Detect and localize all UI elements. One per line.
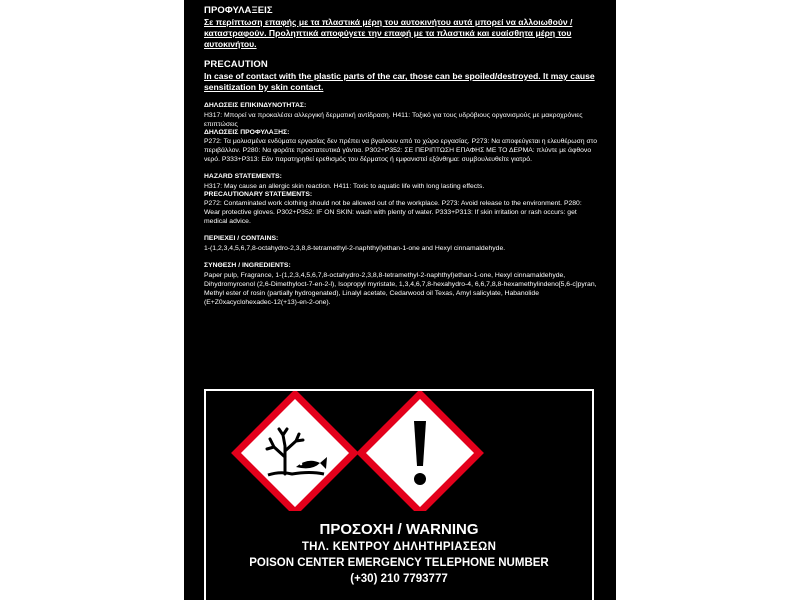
emergency-phone-number: (+30) 210 7793777 [350,573,448,585]
greek-precaution-title: ΠΡΟΦΥΛΑΞΕΙΣ [204,5,273,16]
contains-title: ΠΕΡΙΕΧΕΙ / CONTAINS: [204,235,279,243]
ingredients-title: ΣΥΝΘΕΣΗ / INGREDIENTS: [204,261,291,269]
label-text-block [204,5,599,307]
environment-hazard-icon [236,394,354,511]
hazard-pictograms [230,391,570,511]
exclamation-hazard-icon [361,394,479,511]
english-precautionary-text: P272: Contaminated work clothing should not be allowed out of the workplace. P273: Avoid release to the environment. P280: Wear protective gloves. P302+P352: IF ON SKIN: wash with plenty of water. P333+P313: If skin irritation or rash occurs: get medical advice. [204,200,582,226]
warning-heading: ΠΡΟΣΟΧΗ / WARNING [319,521,479,538]
english-hazard-title: HAZARD STATEMENTS: [204,173,282,181]
english-precautionary-title: PRECAUTIONARY STATEMENTS: [204,190,313,198]
poison-center-english: POISON CENTER EMERGENCY TELEPHONE NUMBER [249,557,549,569]
greek-precautionary-text: P272: Τα μολυσμένα ενδύματα εργασίας δεν πρέπει να βγαίνουν από το χώρο εργασίας. P273: Να αποφεύγεται η ελευθέρωση στο περιβάλλον. P280: Να φοράτε προστατευτικά γάντια. P302+P352: ΣΕ ΠΕΡΙΠΤΩΣΗ ΕΠΑΦΗΣ ΜΕ ΤΟ ΔΕΡΜΑ: πλύντε με άφθονο νερό. P333+P313: Εάν παρατηρηθεί ερεθισμός του δέρματος ή εμφανιστεί εξάνθημα: συμβουλευθείτε γιατρό. [204,138,598,164]
ingredients-text: Paper pulp, Fragrance, 1-(1,2,3,4,5,6,7,8-octahydro-2,3,8,8-tetramethyl-2-naphthyl)ethan-1-one, Hexyl cinnamaldehyde, Dihydromyrcenol (2,6-Dimethyloct-7-en-2-l), Isopropyl myristate, 1,3,4,6,7,8-hexahydro-4, 6,6,7,8,8-hexamethylindeno[5,6-c]pyran, Methyl ester of rosin (partially hydrogenated), Linalyl acetate, Cedarwood oil Texas, Amyl salicylate, Habanolide (E+Z0xacyclohexadec-12(+13)-en-2-one). [204,271,597,306]
warning-box [204,389,594,600]
greek-hazard-title: ΔΗΛΩΣΕΙΣ ΕΠΙΚΙΝΔΥΝΟΤΗΤΑΣ: [204,102,307,109]
greek-precaution-text: Σε περίπτωση επαφής με τα πλαστικά μέρη του αυτοκινήτου αυτά μπορεί να αλλοιωθούν / καταστραφούν. Προληπτικά αποφύγετε την επαφή με τα πλαστικά και ευαίσθητα μέρη του αυτοκινήτου. [204,17,573,49]
poison-center-greek: ΤΗΛ. ΚΕΝΤΡΟΥ ΔΗΛΗΤΗΡΙΑΣΕΩΝ [301,541,497,553]
greek-hazard-text: H317: Μπορεί να προκαλέσει αλλεργική δερματική αντίδραση. H411: Τοξικό για τους υδρόβιους οργανισμούς με μακροχρόνιες επιπτώσεις [204,111,583,128]
product-label [184,0,616,600]
warning-text-block [206,521,592,587]
english-hazard-text: H317: May cause an allergic skin reaction. H411: Toxic to aquatic life with long lasting effects. [204,182,485,190]
english-precaution-text: In case of contact with the plastic parts of the car, those can be spoiled/destroyed. It may cause sensitization by skin contact. [204,71,595,92]
greek-precautionary-title: ΔΗΛΩΣΕΙΣ ΠΡΟΦΥΛΑΞΗΣ: [204,128,290,136]
english-precaution-title: PRECAUTION [204,59,268,70]
contains-text: 1-(1,2,3,4,5,6,7,8-octahydro-2,3,8,8-tetramethyl-2-naphthyl)ethan-1-one and Hexyl cinnamaldehyde. [204,244,506,252]
